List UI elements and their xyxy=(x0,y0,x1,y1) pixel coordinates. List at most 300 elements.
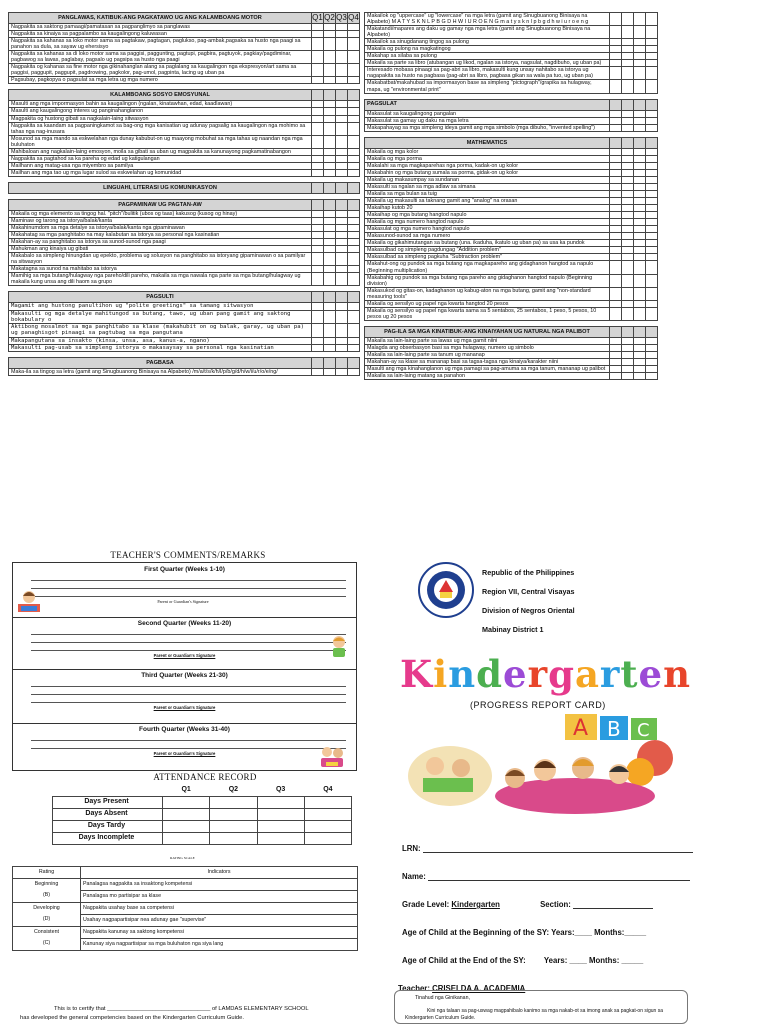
grade-cell[interactable] xyxy=(634,254,646,261)
grade-cell[interactable] xyxy=(634,148,646,155)
grade-cell[interactable] xyxy=(634,13,646,26)
grade-cell[interactable] xyxy=(634,183,646,190)
grade-cell[interactable] xyxy=(610,366,622,373)
grade-cell[interactable] xyxy=(634,67,646,80)
grade-cell[interactable] xyxy=(634,240,646,247)
grade-cell[interactable] xyxy=(312,199,324,210)
grade-cell[interactable] xyxy=(646,366,658,373)
grade-cell[interactable] xyxy=(348,64,360,77)
grade-cell[interactable] xyxy=(610,344,622,351)
grade-cell[interactable] xyxy=(324,101,336,108)
grade-cell[interactable] xyxy=(610,60,622,67)
grade-cell[interactable] xyxy=(646,148,658,155)
grade-cell[interactable] xyxy=(336,155,348,162)
grade-cell[interactable] xyxy=(336,210,348,217)
grade-cell[interactable] xyxy=(336,162,348,169)
grade-cell[interactable] xyxy=(646,326,658,337)
grade-cell[interactable] xyxy=(312,31,324,38)
grade-cell[interactable] xyxy=(610,13,622,26)
grade-cell[interactable] xyxy=(646,212,658,219)
attendance-cell[interactable] xyxy=(210,796,257,808)
grade-cell[interactable] xyxy=(634,287,646,300)
grade-cell[interactable] xyxy=(348,310,360,324)
grade-cell[interactable] xyxy=(610,261,622,274)
grade-cell[interactable] xyxy=(610,359,622,366)
grade-cell[interactable] xyxy=(610,39,622,46)
grade-cell[interactable] xyxy=(312,303,324,310)
grade-cell[interactable] xyxy=(348,303,360,310)
grade-cell[interactable] xyxy=(634,53,646,60)
grade-cell[interactable] xyxy=(610,176,622,183)
attendance-cell[interactable] xyxy=(257,832,304,844)
grade-cell[interactable] xyxy=(634,198,646,205)
grade-cell[interactable] xyxy=(312,266,324,273)
grade-cell[interactable] xyxy=(324,369,336,376)
grade-cell[interactable] xyxy=(634,80,646,93)
grade-cell[interactable] xyxy=(646,183,658,190)
grade-cell[interactable] xyxy=(348,122,360,135)
grade-cell[interactable] xyxy=(646,60,658,67)
grade-cell[interactable] xyxy=(610,80,622,93)
grade-cell[interactable] xyxy=(312,169,324,176)
grade-cell[interactable] xyxy=(634,39,646,46)
grade-cell[interactable] xyxy=(622,67,634,80)
grade-cell[interactable] xyxy=(646,254,658,261)
grade-cell[interactable] xyxy=(324,155,336,162)
grade-cell[interactable] xyxy=(324,292,336,303)
grade-cell[interactable] xyxy=(610,247,622,254)
grade-cell[interactable] xyxy=(324,115,336,122)
grade-cell[interactable] xyxy=(622,183,634,190)
grade-cell[interactable] xyxy=(312,273,324,286)
grade-cell[interactable] xyxy=(348,24,360,31)
grade-cell[interactable] xyxy=(610,212,622,219)
grade-cell[interactable] xyxy=(610,307,622,320)
grade-cell[interactable] xyxy=(610,169,622,176)
grade-cell[interactable] xyxy=(634,190,646,197)
grade-cell[interactable] xyxy=(312,77,324,84)
grade-cell[interactable] xyxy=(348,324,360,338)
attendance-cell[interactable] xyxy=(304,796,351,808)
grade-cell[interactable] xyxy=(646,155,658,162)
grade-cell[interactable] xyxy=(622,124,634,131)
grade-cell[interactable] xyxy=(312,101,324,108)
grade-cell[interactable] xyxy=(610,46,622,53)
grade-cell[interactable] xyxy=(312,239,324,246)
grade-cell[interactable] xyxy=(634,176,646,183)
grade-cell[interactable] xyxy=(324,232,336,239)
grade-cell[interactable] xyxy=(622,233,634,240)
grade-cell[interactable] xyxy=(646,219,658,226)
grade-cell[interactable] xyxy=(622,307,634,320)
grade-cell[interactable] xyxy=(634,344,646,351)
grade-cell[interactable] xyxy=(622,205,634,212)
grade-cell[interactable] xyxy=(622,117,634,124)
grade-cell[interactable] xyxy=(348,162,360,169)
grade-cell[interactable] xyxy=(646,344,658,351)
grade-cell[interactable] xyxy=(348,292,360,303)
grade-cell[interactable] xyxy=(610,26,622,39)
grade-cell[interactable] xyxy=(610,99,622,110)
grade-cell[interactable] xyxy=(336,77,348,84)
grade-cell[interactable] xyxy=(336,108,348,115)
grade-cell[interactable] xyxy=(622,261,634,274)
grade-cell[interactable] xyxy=(634,46,646,53)
grade-cell[interactable] xyxy=(622,13,634,26)
grade-cell[interactable] xyxy=(312,324,324,338)
grade-cell[interactable] xyxy=(348,101,360,108)
grade-cell[interactable] xyxy=(646,287,658,300)
grade-cell[interactable] xyxy=(336,217,348,224)
grade-cell[interactable] xyxy=(610,337,622,344)
grade-cell[interactable] xyxy=(336,273,348,286)
grade-cell[interactable] xyxy=(312,292,324,303)
grade-cell[interactable] xyxy=(312,90,324,101)
grade-cell[interactable] xyxy=(610,124,622,131)
grade-cell[interactable] xyxy=(622,373,634,380)
grade-cell[interactable] xyxy=(312,108,324,115)
grade-cell[interactable] xyxy=(622,287,634,300)
grade-cell[interactable] xyxy=(622,137,634,148)
grade-cell[interactable] xyxy=(324,225,336,232)
grade-cell[interactable] xyxy=(634,219,646,226)
grade-cell[interactable] xyxy=(336,266,348,273)
grade-cell[interactable] xyxy=(324,31,336,38)
grade-cell[interactable] xyxy=(610,326,622,337)
grade-cell[interactable] xyxy=(324,24,336,31)
grade-cell[interactable] xyxy=(324,337,336,344)
grade-cell[interactable] xyxy=(312,369,324,376)
grade-cell[interactable] xyxy=(312,225,324,232)
grade-cell[interactable] xyxy=(324,108,336,115)
grade-cell[interactable] xyxy=(348,155,360,162)
grade-cell[interactable] xyxy=(646,307,658,320)
grade-cell[interactable] xyxy=(312,344,324,351)
grade-cell[interactable] xyxy=(312,337,324,344)
grade-cell[interactable] xyxy=(634,162,646,169)
grade-cell[interactable] xyxy=(634,60,646,67)
grade-cell[interactable] xyxy=(622,110,634,117)
grade-cell[interactable] xyxy=(610,254,622,261)
lrn-field[interactable]: LRN: xyxy=(402,844,702,853)
grade-cell[interactable] xyxy=(336,239,348,246)
grade-cell[interactable] xyxy=(646,240,658,247)
grade-cell[interactable] xyxy=(646,124,658,131)
grade-cell[interactable] xyxy=(634,351,646,358)
grade-cell[interactable] xyxy=(336,225,348,232)
grade-cell[interactable] xyxy=(634,99,646,110)
grade-cell[interactable] xyxy=(348,77,360,84)
grade-cell[interactable] xyxy=(610,274,622,287)
grade-cell[interactable] xyxy=(646,233,658,240)
grade-cell[interactable] xyxy=(324,135,336,148)
grade-cell[interactable] xyxy=(634,212,646,219)
grade-cell[interactable] xyxy=(622,176,634,183)
grade-cell[interactable] xyxy=(348,38,360,51)
grade-cell[interactable] xyxy=(312,155,324,162)
grade-cell[interactable] xyxy=(610,373,622,380)
attendance-cell[interactable] xyxy=(210,820,257,832)
grade-cell[interactable] xyxy=(312,162,324,169)
grade-cell[interactable] xyxy=(646,67,658,80)
grade-cell[interactable] xyxy=(646,53,658,60)
grade-cell[interactable] xyxy=(324,253,336,266)
grade-cell[interactable] xyxy=(634,261,646,274)
grade-cell[interactable] xyxy=(324,162,336,169)
grade-cell[interactable] xyxy=(622,240,634,247)
grade-cell[interactable] xyxy=(634,124,646,131)
grade-cell[interactable] xyxy=(324,239,336,246)
grade-cell[interactable] xyxy=(312,135,324,148)
grade-cell[interactable] xyxy=(646,337,658,344)
grade-cell[interactable] xyxy=(610,53,622,60)
grade-cell[interactable] xyxy=(622,300,634,307)
grade-cell[interactable] xyxy=(610,148,622,155)
grade-cell[interactable] xyxy=(324,169,336,176)
grade-cell[interactable] xyxy=(610,240,622,247)
grade-cell[interactable] xyxy=(634,373,646,380)
attendance-cell[interactable] xyxy=(163,832,210,844)
grade-cell[interactable] xyxy=(646,359,658,366)
grade-cell[interactable] xyxy=(610,117,622,124)
grade-cell[interactable] xyxy=(312,232,324,239)
grade-cell[interactable] xyxy=(348,199,360,210)
grade-cell[interactable] xyxy=(610,226,622,233)
grade-cell[interactable] xyxy=(348,232,360,239)
grade-cell[interactable] xyxy=(634,110,646,117)
grade-cell[interactable] xyxy=(324,148,336,155)
grade-cell[interactable] xyxy=(622,60,634,67)
grade-cell[interactable] xyxy=(336,51,348,64)
grade-cell[interactable] xyxy=(634,226,646,233)
grade-cell[interactable] xyxy=(336,292,348,303)
grade-cell[interactable] xyxy=(336,115,348,122)
grade-cell[interactable] xyxy=(336,38,348,51)
grade-cell[interactable] xyxy=(336,199,348,210)
grade-cell[interactable] xyxy=(336,337,348,344)
grade-cell[interactable] xyxy=(348,239,360,246)
grade-cell[interactable] xyxy=(622,53,634,60)
attendance-cell[interactable] xyxy=(210,832,257,844)
grade-cell[interactable] xyxy=(336,64,348,77)
grade-cell[interactable] xyxy=(324,310,336,324)
grade-cell[interactable] xyxy=(348,369,360,376)
grade-cell[interactable] xyxy=(646,226,658,233)
grade-cell[interactable] xyxy=(312,148,324,155)
grade-cell[interactable] xyxy=(324,199,336,210)
grade-cell[interactable] xyxy=(622,190,634,197)
grade-cell[interactable] xyxy=(610,162,622,169)
grade-cell[interactable] xyxy=(610,233,622,240)
grade-cell[interactable] xyxy=(348,337,360,344)
grade-cell[interactable] xyxy=(348,358,360,369)
grade-cell[interactable] xyxy=(634,247,646,254)
name-field[interactable]: Name: xyxy=(402,872,702,881)
grade-cell[interactable] xyxy=(646,13,658,26)
grade-cell[interactable] xyxy=(336,344,348,351)
grade-cell[interactable] xyxy=(348,115,360,122)
attendance-cell[interactable] xyxy=(257,808,304,820)
attendance-cell[interactable] xyxy=(304,820,351,832)
grade-cell[interactable] xyxy=(336,232,348,239)
grade-cell[interactable] xyxy=(348,344,360,351)
grade-cell[interactable] xyxy=(622,99,634,110)
grade-cell[interactable] xyxy=(336,90,348,101)
grade-cell[interactable] xyxy=(646,247,658,254)
grade-cell[interactable] xyxy=(646,117,658,124)
attendance-cell[interactable] xyxy=(257,796,304,808)
grade-cell[interactable] xyxy=(312,310,324,324)
grade-cell[interactable] xyxy=(622,80,634,93)
grade-cell[interactable] xyxy=(610,351,622,358)
grade-cell[interactable] xyxy=(336,135,348,148)
grade-cell[interactable] xyxy=(336,310,348,324)
grade-cell[interactable] xyxy=(348,31,360,38)
grade-cell[interactable] xyxy=(610,300,622,307)
grade-cell[interactable] xyxy=(634,274,646,287)
attendance-cell[interactable] xyxy=(163,808,210,820)
grade-cell[interactable] xyxy=(622,155,634,162)
grade-cell[interactable] xyxy=(324,182,336,193)
grade-cell[interactable] xyxy=(348,273,360,286)
grade-cell[interactable] xyxy=(348,253,360,266)
grade-cell[interactable] xyxy=(634,359,646,366)
grade-cell[interactable] xyxy=(622,226,634,233)
grade-cell[interactable] xyxy=(610,110,622,117)
grade-cell[interactable] xyxy=(634,233,646,240)
grade-cell[interactable] xyxy=(646,110,658,117)
grade-cell[interactable] xyxy=(634,117,646,124)
grade-cell[interactable] xyxy=(610,137,622,148)
grade-cell[interactable] xyxy=(312,122,324,135)
grade-cell[interactable] xyxy=(622,26,634,39)
grade-cell[interactable] xyxy=(348,51,360,64)
attendance-cell[interactable] xyxy=(257,820,304,832)
grade-cell[interactable] xyxy=(336,324,348,338)
grade-cell[interactable] xyxy=(336,253,348,266)
grade-cell[interactable] xyxy=(312,217,324,224)
grade-cell[interactable] xyxy=(622,254,634,261)
grade-cell[interactable] xyxy=(324,64,336,77)
grade-cell[interactable] xyxy=(622,351,634,358)
grade-cell[interactable] xyxy=(622,39,634,46)
grade-cell[interactable] xyxy=(324,303,336,310)
grade-cell[interactable] xyxy=(634,205,646,212)
grade-cell[interactable] xyxy=(312,182,324,193)
grade-cell[interactable] xyxy=(324,358,336,369)
grade-cell[interactable] xyxy=(610,190,622,197)
attendance-cell[interactable] xyxy=(163,820,210,832)
grade-cell[interactable] xyxy=(348,225,360,232)
grade-cell[interactable] xyxy=(646,274,658,287)
grade-cell[interactable] xyxy=(646,162,658,169)
grade-cell[interactable] xyxy=(622,212,634,219)
attendance-cell[interactable] xyxy=(304,808,351,820)
grade-cell[interactable] xyxy=(646,198,658,205)
grade-cell[interactable] xyxy=(312,210,324,217)
grade-cell[interactable] xyxy=(348,182,360,193)
grade-cell[interactable] xyxy=(622,46,634,53)
grade-cell[interactable] xyxy=(348,246,360,253)
grade-cell[interactable] xyxy=(336,182,348,193)
grade-cell[interactable] xyxy=(348,108,360,115)
grade-cell[interactable] xyxy=(646,300,658,307)
grade-cell[interactable] xyxy=(646,373,658,380)
attendance-cell[interactable] xyxy=(210,808,257,820)
grade-cell[interactable] xyxy=(622,219,634,226)
grade-cell[interactable] xyxy=(336,31,348,38)
grade-cell[interactable] xyxy=(610,67,622,80)
grade-cell[interactable] xyxy=(646,176,658,183)
grade-cell[interactable] xyxy=(336,24,348,31)
grade-cell[interactable] xyxy=(336,148,348,155)
grade-cell[interactable] xyxy=(312,115,324,122)
grade-cell[interactable] xyxy=(622,366,634,373)
grade-cell[interactable] xyxy=(622,344,634,351)
grade-cell[interactable] xyxy=(336,303,348,310)
grade-cell[interactable] xyxy=(324,344,336,351)
grade-cell[interactable] xyxy=(348,210,360,217)
grade-cell[interactable] xyxy=(622,247,634,254)
grade-cell[interactable] xyxy=(646,26,658,39)
grade-cell[interactable] xyxy=(312,358,324,369)
grade-cell[interactable] xyxy=(348,266,360,273)
grade-cell[interactable] xyxy=(634,26,646,39)
grade-cell[interactable] xyxy=(622,169,634,176)
grade-cell[interactable] xyxy=(646,80,658,93)
grade-cell[interactable] xyxy=(634,137,646,148)
grade-cell[interactable] xyxy=(634,326,646,337)
grade-cell[interactable] xyxy=(348,90,360,101)
grade-cell[interactable] xyxy=(634,337,646,344)
grade-cell[interactable] xyxy=(336,122,348,135)
grade-cell[interactable] xyxy=(324,77,336,84)
grade-cell[interactable] xyxy=(646,39,658,46)
grade-cell[interactable] xyxy=(622,359,634,366)
grade-cell[interactable] xyxy=(646,137,658,148)
grade-cell[interactable] xyxy=(634,307,646,320)
grade-cell[interactable] xyxy=(646,99,658,110)
attendance-cell[interactable] xyxy=(304,832,351,844)
grade-cell[interactable] xyxy=(646,351,658,358)
grade-cell[interactable] xyxy=(610,287,622,300)
grade-cell[interactable] xyxy=(324,273,336,286)
grade-cell[interactable] xyxy=(646,46,658,53)
grade-cell[interactable] xyxy=(312,64,324,77)
grade-cell[interactable] xyxy=(634,155,646,162)
grade-cell[interactable] xyxy=(312,253,324,266)
grade-cell[interactable] xyxy=(336,169,348,176)
grade-cell[interactable] xyxy=(312,246,324,253)
grade-cell[interactable] xyxy=(348,169,360,176)
grade-cell[interactable] xyxy=(610,205,622,212)
grade-cell[interactable] xyxy=(646,169,658,176)
grade-cell[interactable] xyxy=(622,326,634,337)
grade-cell[interactable] xyxy=(348,135,360,148)
grade-cell[interactable] xyxy=(324,38,336,51)
grade-cell[interactable] xyxy=(622,337,634,344)
grade-cell[interactable] xyxy=(312,24,324,31)
grade-cell[interactable] xyxy=(336,369,348,376)
grade-cell[interactable] xyxy=(622,148,634,155)
grade-cell[interactable] xyxy=(336,246,348,253)
grade-cell[interactable] xyxy=(324,266,336,273)
grade-cell[interactable] xyxy=(610,183,622,190)
grade-cell[interactable] xyxy=(324,122,336,135)
grade-cell[interactable] xyxy=(324,324,336,338)
grade-cell[interactable] xyxy=(312,51,324,64)
grade-cell[interactable] xyxy=(646,205,658,212)
